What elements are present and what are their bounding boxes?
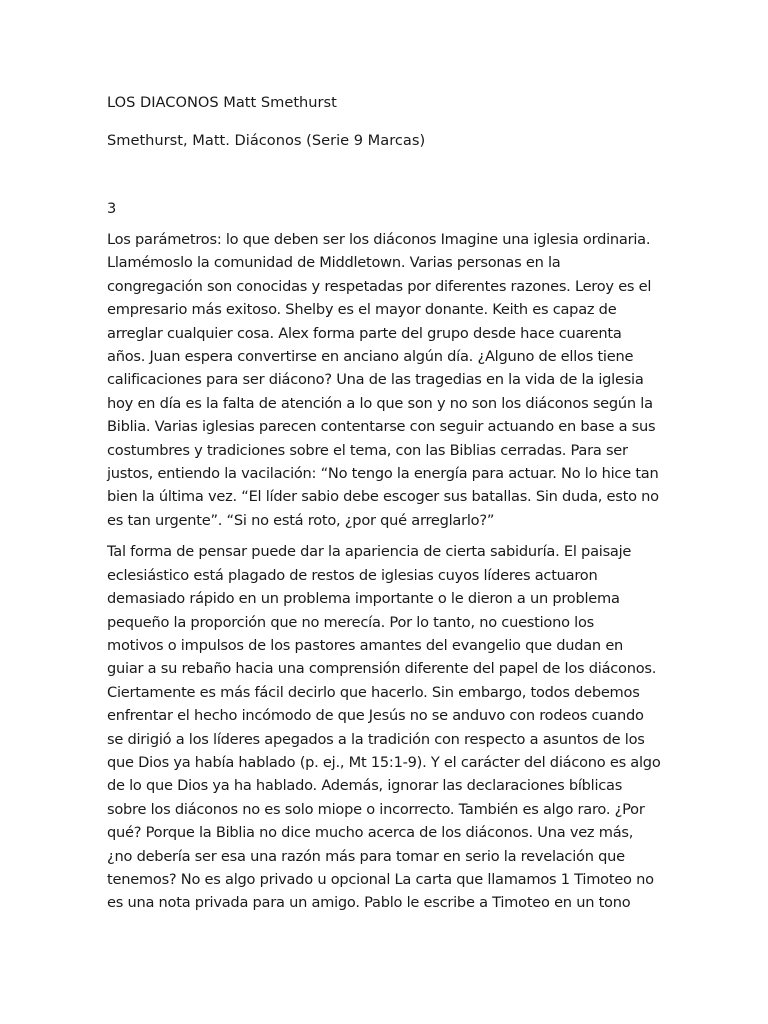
paragraph-line: enfrentar el hecho incómodo de que Jesús no se anduvo con rodeos cuando [107,707,644,725]
paragraph-1 [107,228,663,532]
paragraph-line: de lo que Dios ya ha hablado. Además, ignorar las declaraciones bíblicas [107,777,623,795]
paragraph-line: qué? Porque la Biblia no dice mucho acerca de los diáconos. Una vez más, [107,824,634,842]
paragraph-line: eclesiástico está plagado de restos de iglesias cuyos líderes actuaron [107,566,598,584]
paragraph-line: Ciertamente es más fácil decirlo que hacerlo. Sin embargo, todos debemos [107,683,640,701]
paragraph-line: que Dios ya había hablado (p. ej., Mt 15:1-9). Y el carácter del diácono es algo [107,753,661,771]
paragraph-line: arreglar cualquier cosa. Alex forma parte del grupo desde hace cuarenta [107,324,622,342]
paragraph-line: Biblia. Varias iglesias parecen contentarse con seguir actuando en base a sus [107,418,656,436]
paragraph-line: Los parámetros: lo que deben ser los diáconos Imagine una iglesia ordinaria. [107,231,651,248]
paragraph-2 [107,540,663,915]
paragraph-line: pequeño la proporción que no merecía. Por lo tanto, no cuestiono los [107,613,595,631]
paragraph-line: motivos o impulsos de los pastores amantes del evangelio que dudan en [107,636,624,654]
paragraph-line: Tal forma de pensar puede dar la apariencia de cierta sabiduría. El paisaje [107,543,632,561]
paragraph-line: demasiado rápido en un problema importante o le dieron a un problema [107,590,620,608]
paragraph-line: guiar a su rebaño hacia una comprensión diferente del papel de los diáconos. [107,660,657,678]
paragraph-line: empresario más exitoso. Shelby es el mayor donante. Keith es capaz de [107,301,617,319]
paragraph-line: costumbres y tradiciones sobre el tema, con las Biblias cerradas. Para ser [107,441,628,459]
paragraph-line: sobre los diáconos no es solo miope o incorrecto. También es algo raro. ¿Por [107,800,645,818]
paragraph-line: congregación son conocidas y respetadas por diferentes razones. Leroy es el [107,277,652,295]
paragraph-line: calificaciones para ser diácono? Una de las tragedias en la vida de la iglesia [107,371,644,389]
paragraph-line: es tan urgente”. “Si no está roto, ¿por qué arreglarlo?” [107,511,495,529]
paragraph-line: es una nota privada para un amigo. Pablo le escribe a Timoteo en un tono [107,894,631,912]
paragraph-line: justos, entiendo la vacilación: “No tengo la energía para actuar. No lo hice tan [107,465,659,483]
page-number: 3 [107,200,117,217]
paragraph-line: hoy en día es la falta de atención a lo que son y no son los diáconos según la [107,394,653,412]
paragraph-line: se dirigió a los líderes apegados a la tradición con respecto a asuntos de los [107,730,645,748]
paragraph-line: ¿no debería ser esa una razón más para tomar en serio la revelación que [107,847,625,865]
paragraph-line: tenemos? No es algo privado u opcional La carta que llamamos 1 Timoteo no [107,870,654,888]
paragraph-line: bien la última vez. “El líder sabio debe escoger sus batallas. Sin duda, esto no [107,488,659,506]
paragraph-line: años. Juan espera convertirse en anciano algún día. ¿Alguno de ellos tiene [107,348,634,366]
paragraph-line: Llamémoslo la comunidad de Middletown. Varias personas en la [107,254,561,272]
document-title: LOS DIACONOS Matt Smethurst [107,94,337,111]
document-page [107,92,663,923]
citation-line: Smethurst, Matt. Diáconos (Serie 9 Marcas) [107,132,426,149]
